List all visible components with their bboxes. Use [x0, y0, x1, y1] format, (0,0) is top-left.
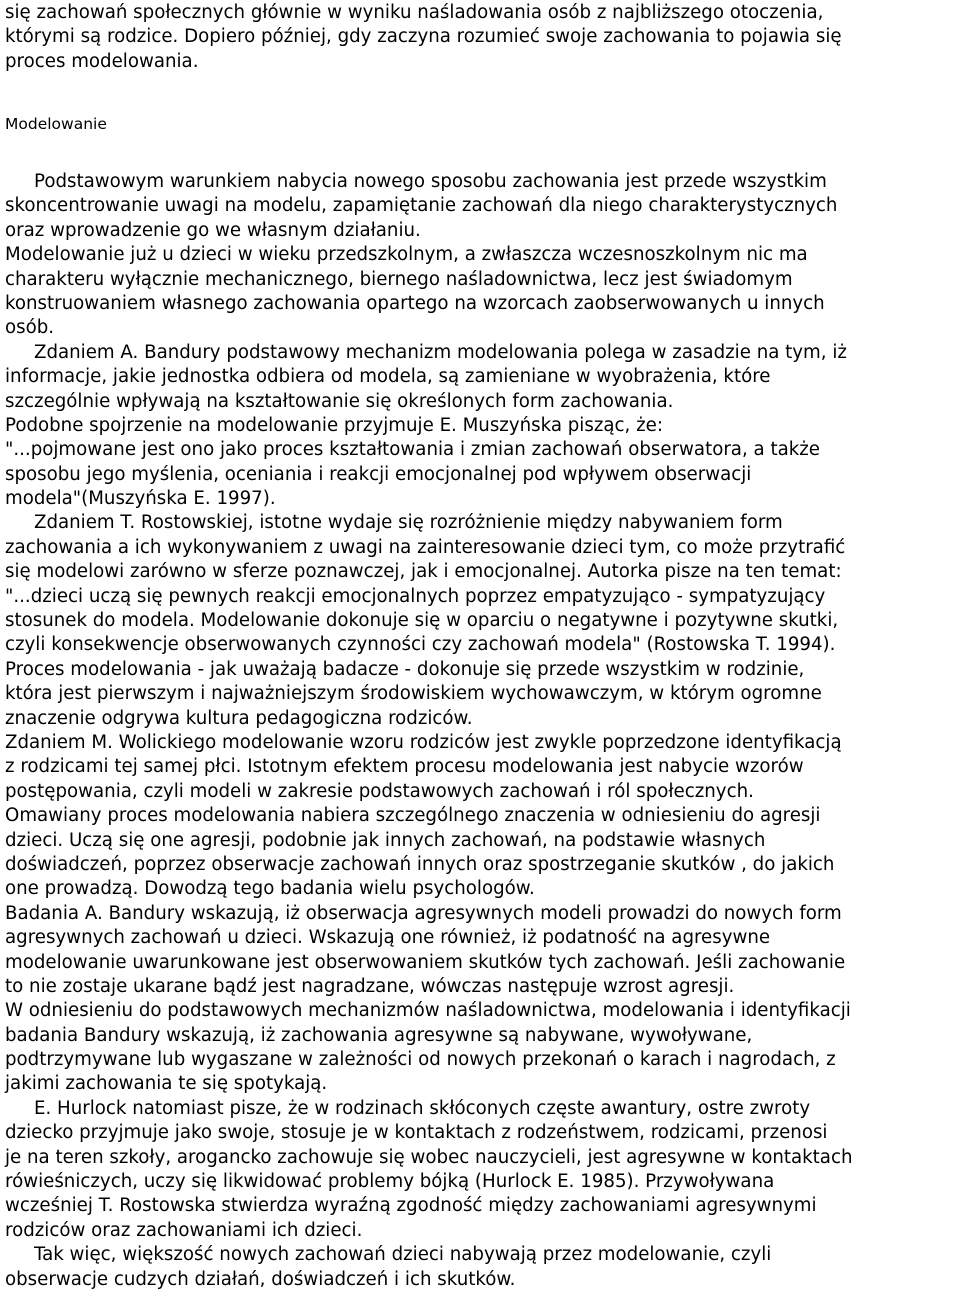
text-line: oraz wprowadzenie go we własnym działaniu.: [5, 219, 421, 241]
text-line: z rodzicami tej samej płci. Istotnym efektem procesu modelowania jest nabycie wzorów: [5, 756, 804, 778]
text-line: podtrzymywane lub wygaszane w zależności od nowych przekonań o karach i nagrodach, z: [5, 1049, 836, 1071]
text-line: Omawiany proces modelowania nabiera szczególnego znaczenia w odniesieniu do agresji: [5, 805, 821, 827]
text-line: się modelowi zarówno w sferze poznawczej, jak i emocjonalnej. Autorka pisze na ten temat:: [5, 561, 842, 583]
text-line: dzieci. Uczą się one agresji, podobnie jak innych zachowań, na podstawie własnych: [5, 829, 766, 851]
text-line: informacje, jakie jednostka odbiera od modela, są zamieniane w wyobrażenia, które: [5, 366, 771, 388]
text-line: postępowania, czyli modeli w zakresie podstawowych zachowań i ról społecznych.: [5, 780, 754, 802]
text-line: agresywnych zachowań u dzieci. Wskazują one również, iż podatność na agresywne: [5, 927, 771, 949]
text-line: Zdaniem T. Rostowskiej, istotne wydaje się rozróżnienie między nabywaniem form: [34, 512, 783, 534]
text-line: Zdaniem A. Bandury podstawowy mechanizm modelowania polega w zasadzie na tym, iż: [34, 341, 847, 363]
text-line: którymi są rodzice. Dopiero później, gdy zaczyna rozumieć swoje zachowania to pojawia się: [5, 26, 842, 48]
text-line: wcześniej T. Rostowska stwierdza wyraźną zgodność między zachowaniami agresywnymi: [5, 1195, 817, 1217]
body-text: [5, 170, 852, 1292]
text-line: Podobne spojrzenie na modelowanie przyjmuje E. Muszyńska pisząc, że:: [5, 414, 663, 436]
text-line: je na teren szkoły, arogancko zachowuje się wobec nauczycieli, jest agresywne w kontaktach: [5, 1146, 853, 1168]
text-line: Tak więc, większość nowych zachowań dzieci nabywają przez modelowanie, czyli: [34, 1244, 772, 1266]
text-line: E. Hurlock natomiast pisze, że w rodzinach skłóconych częste awantury, ostre zwroty: [34, 1097, 811, 1119]
text-line: osób.: [5, 317, 55, 339]
text-line: one prowadzą. Dowodzą tego badania wielu psychologów.: [5, 878, 535, 900]
text-line: czyli konsekwencje obserwowanych czynności czy zachowań modela" (Rostowska T. 1994).: [5, 634, 836, 656]
text-line: zachowania a ich wykonywaniem z uwagi na zainteresowanie dzieci tym, co może przytrafić: [5, 536, 846, 558]
text-line: modela"(Muszyńska E. 1997).: [5, 488, 276, 510]
text-line: konstruowaniem własnego zachowania opartego na wzorcach zaobserwowanych u innych: [5, 292, 825, 314]
text-line: skoncentrowanie uwagi na modelu, zapamiętanie zachowań dla niego charakterystycznych: [5, 195, 838, 217]
text-line: rodziców oraz zachowaniami ich dzieci.: [5, 1219, 363, 1241]
text-line: stosunek do modela. Modelowanie dokonuje się w oparciu o negatywne i pozytywne skutki,: [5, 610, 839, 632]
text-line: która jest pierwszym i najważniejszym środowiskiem wychowawczym, w którym ogromne: [5, 683, 822, 705]
text-line: "...dzieci uczą się pewnych reakcji emocjonalnych poprzez empatyzująco - sympatyzujący: [5, 585, 826, 607]
text-line: doświadczeń, poprzez obserwacje zachowań innych oraz spostrzeganie skutków , do jakich: [5, 853, 835, 875]
text-line: się zachowań społecznych głównie w wyniku naśladowania osób z najbliższego otoczenia,: [5, 2, 824, 23]
text-line: W odniesieniu do podstawowych mechanizmów naśladownictwa, modelowania i identyfikacji: [5, 1000, 851, 1022]
text-line: Podstawowym warunkiem nabycia nowego sposobu zachowania jest przede wszystkim: [34, 171, 827, 192]
text-line: znaczenie odgrywa kultura pedagogiczna rodziców.: [5, 707, 473, 729]
text-line: sposobu jego myślenia, oceniania i reakcji emocjonalnej pod wpływem obserwacji: [5, 463, 752, 485]
text-line: jakimi zachowania te się spotykają.: [5, 1073, 328, 1095]
text-line: Badania A. Bandury wskazują, iż obserwacja agresywnych modeli prowadzi do nowych form: [5, 902, 842, 924]
text-line: obserwacje cudzych działań, doświadczeń i ich skutków.: [5, 1268, 516, 1290]
text-line: "...pojmowane jest ono jako proces kształtowania i zmian zachowań obserwatora, a także: [5, 439, 820, 461]
text-line: proces modelowania.: [5, 50, 199, 72]
text-line: to nie zostaje ukarane bądź jest nagradzane, wówczas następuje wzrost agresji.: [5, 975, 735, 997]
text-line: Proces modelowania - jak uważają badacze - dokonuje się przede wszystkim w rodzinie,: [5, 658, 805, 680]
text-line: rówieśniczych, uczy się likwidować problemy bójką (Hurlock E. 1985). Przywoływana: [5, 1171, 775, 1193]
text-line: Modelowanie już u dzieci w wieku przedszkolnym, a zwłaszcza wczesnoszkolnym nic ma: [5, 244, 808, 266]
intro-paragraph: [5, 1, 842, 74]
text-line: charakteru wyłącznie mechanicznego, biernego naśladownictwa, lecz jest świadomym: [5, 268, 793, 290]
text-line: badania Bandury wskazują, iż zachowania agresywne są nabywane, wywoływane,: [5, 1024, 753, 1046]
section-heading: [5, 114, 107, 134]
section-heading-text: Modelowanie: [5, 115, 107, 133]
text-line: dziecko przyjmuje jako swoje, stosuje je w kontaktach z rodzeństwem, rodzicami, przenosi: [5, 1122, 828, 1144]
text-line: Zdaniem M. Wolickiego modelowanie wzoru rodziców jest zwykle poprzedzone identyfikacją: [5, 731, 842, 753]
text-line: modelowanie uwarunkowane jest obserwowaniem skutków tych zachowań. Jeśli zachowanie: [5, 951, 846, 973]
text-line: szczególnie wpływają na kształtowanie się określonych form zachowania.: [5, 390, 674, 412]
